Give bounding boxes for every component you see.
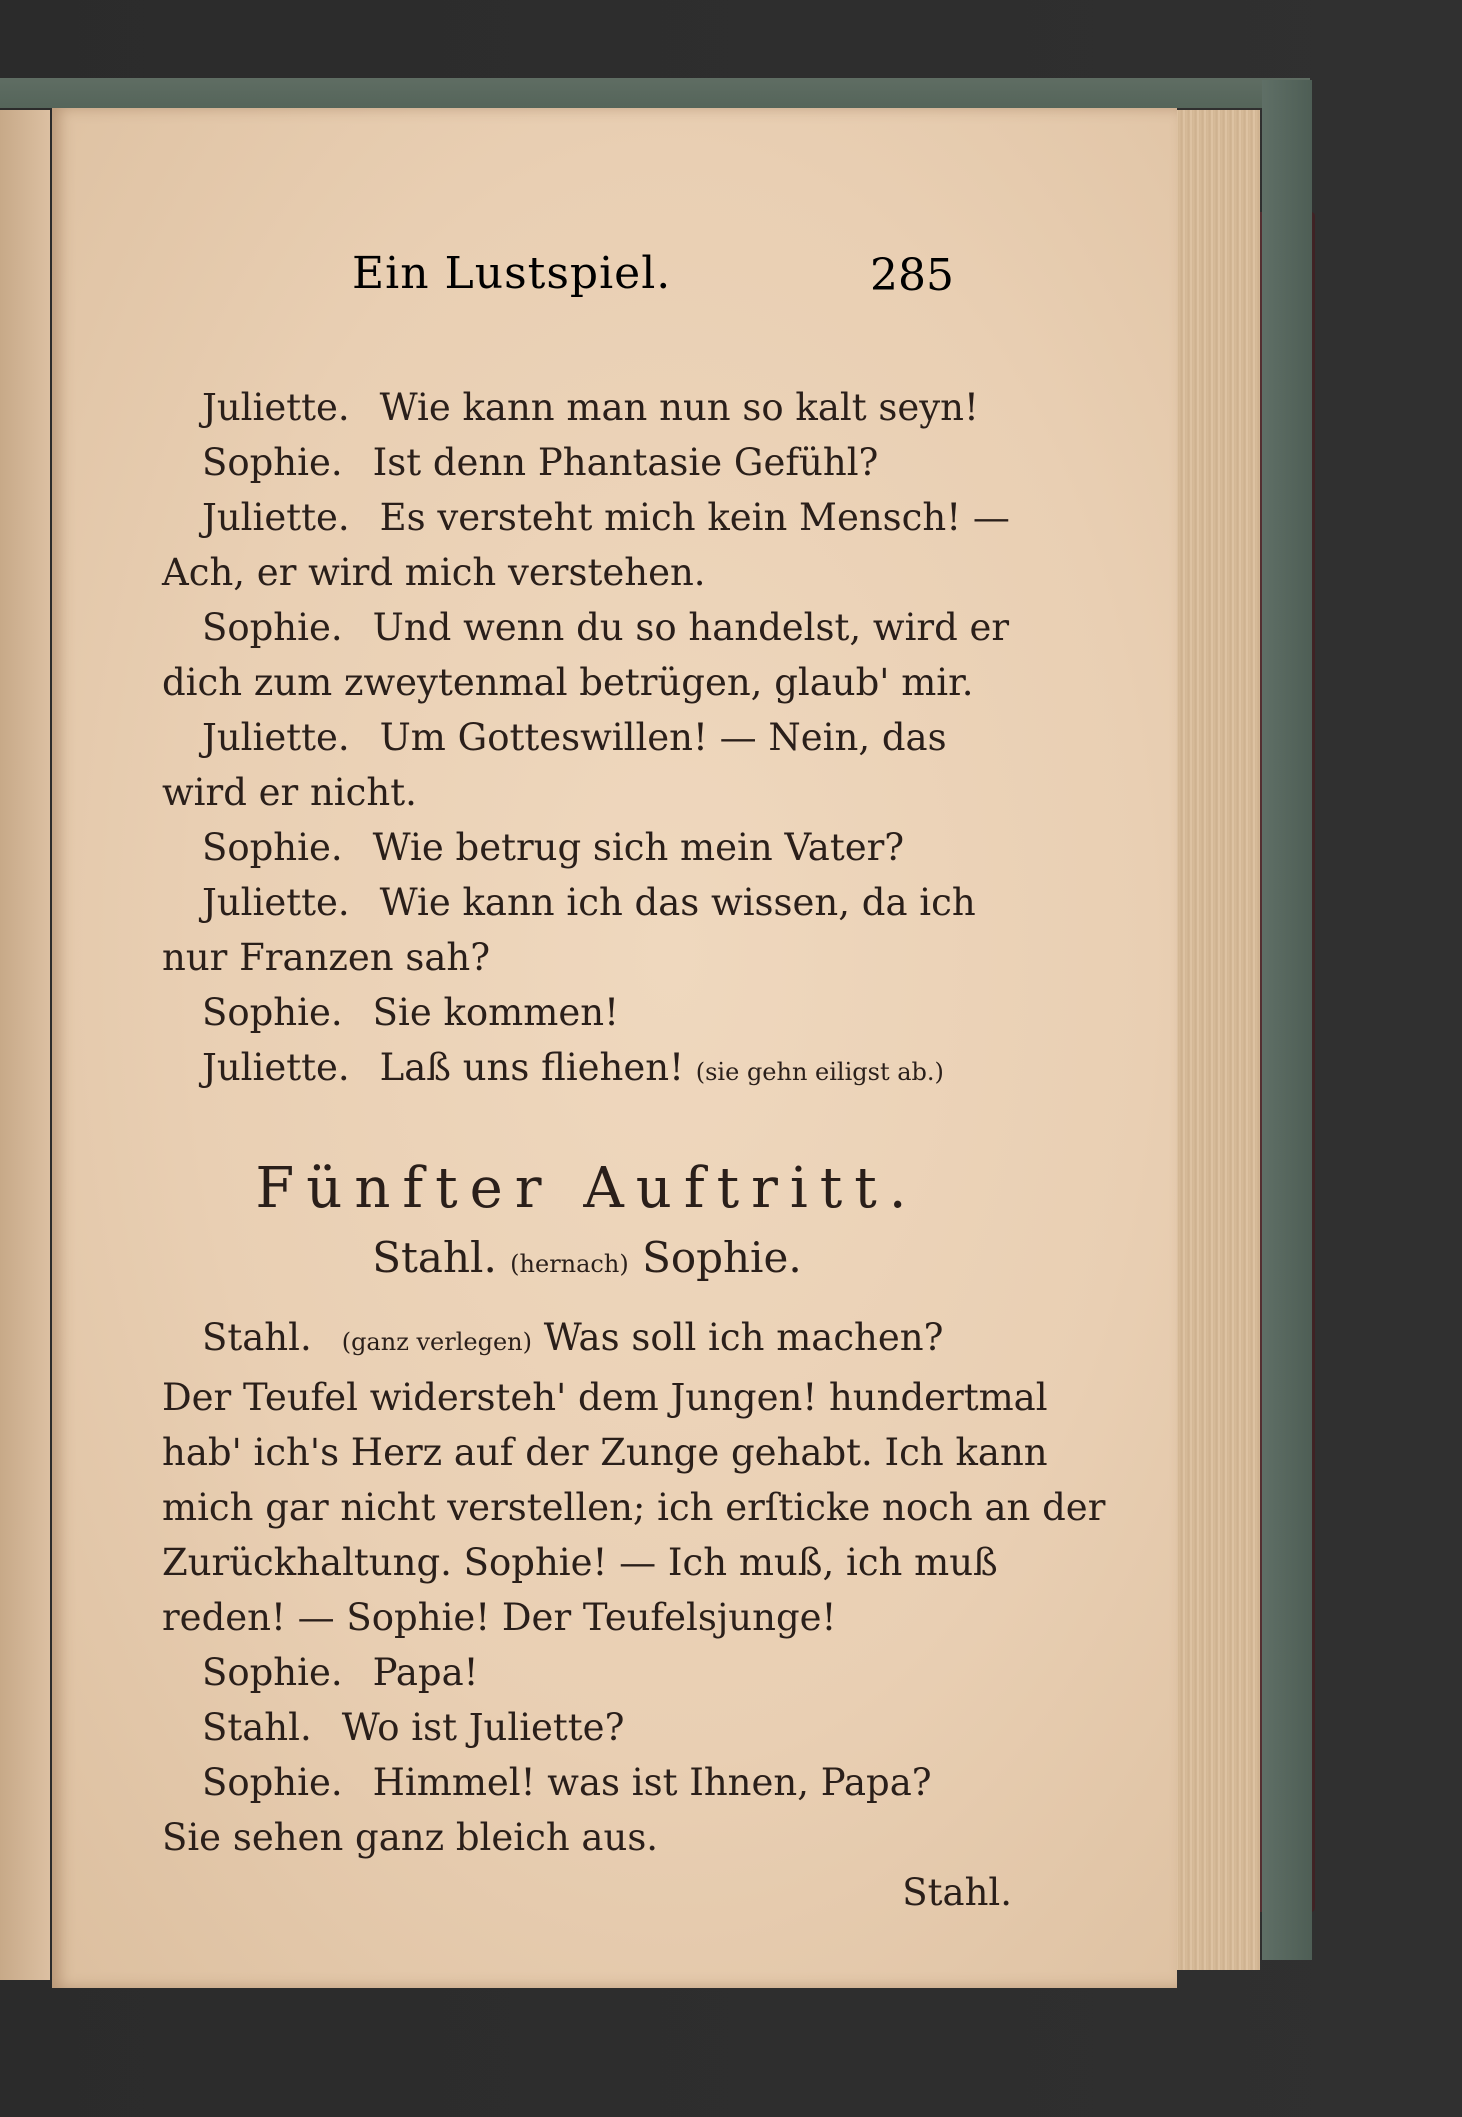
page-edges	[1165, 110, 1260, 1970]
dialogue-line: dich zum zweytenmal betrügen, glaub' mir.	[162, 661, 974, 704]
dialogue-line: wird er nicht.	[162, 771, 417, 814]
dialogue-line: Der Teufel widersteh' dem Jungen! hundertmal	[162, 1376, 1048, 1419]
dialogue-line: nur Franzen sah?	[162, 936, 491, 979]
dialogue-line: Sophie. Papa!	[202, 1651, 479, 1694]
spine-cloth-top	[0, 78, 1310, 108]
dialogue-line: Ach, er wird mich verstehen.	[162, 551, 706, 594]
dialogue-line: hab' ich's Herz auf der Zunge gehabt. Ich kann	[162, 1431, 1048, 1474]
dialogue-line: Juliette. Laß uns fliehen! (sie gehn eiligst ab.)	[202, 1046, 944, 1089]
scene-cast: Stahl. (hernach) Sophie.	[372, 1233, 802, 1282]
dialogue-line: Stahl. Wo ist Juliette?	[202, 1706, 625, 1749]
catchword: Stahl.	[902, 1871, 1012, 1914]
dialogue-line: Sophie. Wie betrug sich mein Vater?	[202, 826, 905, 869]
dialogue-line: Zurückhaltung. Sophie! — Ich muß, ich muß	[162, 1541, 998, 1584]
dialogue-line: Sophie. Sie kommen!	[202, 991, 619, 1034]
book-page	[52, 108, 1177, 1988]
dialogue-line: Sie sehen ganz bleich aus.	[162, 1816, 659, 1859]
stage-direction: (sie gehn eiligst ab.)	[695, 1058, 944, 1086]
dialogue-line: Juliette. Um Gotteswillen! — Nein, das	[202, 716, 947, 759]
dialogue-line: Sophie. Ist denn Phantasie Gefühl?	[202, 441, 879, 484]
running-head: Ein Lustspiel.	[352, 248, 672, 299]
page-text	[162, 380, 1106, 1920]
dialogue-line: Juliette. Wie kann man nun so kalt seyn!	[202, 386, 979, 429]
dialogue-line: Stahl. (ganz verlegen) Was soll ich machen?	[202, 1316, 944, 1359]
dialogue-line: mich gar nicht verstellen; ich erſticke noch an der	[162, 1486, 1106, 1529]
left-facing-page	[0, 110, 50, 1980]
stage-direction: (ganz verlegen)	[341, 1328, 532, 1356]
dialogue-line: Sophie. Und wenn du so handelst, wird er	[202, 606, 1010, 649]
spine-cloth-right	[1262, 80, 1312, 1960]
scene-heading: Fünfter Auftritt.	[255, 1156, 919, 1221]
dialogue-line: Juliette. Es versteht mich kein Mensch! —	[202, 496, 1010, 539]
dialogue-line: reden! — Sophie! Der Teufelsjunge!	[162, 1596, 837, 1639]
page-number: 285	[870, 250, 954, 301]
dialogue-line: Sophie. Himmel! was ist Ihnen, Papa?	[202, 1761, 932, 1804]
dialogue-line: Juliette. Wie kann ich das wissen, da ich	[202, 881, 976, 924]
